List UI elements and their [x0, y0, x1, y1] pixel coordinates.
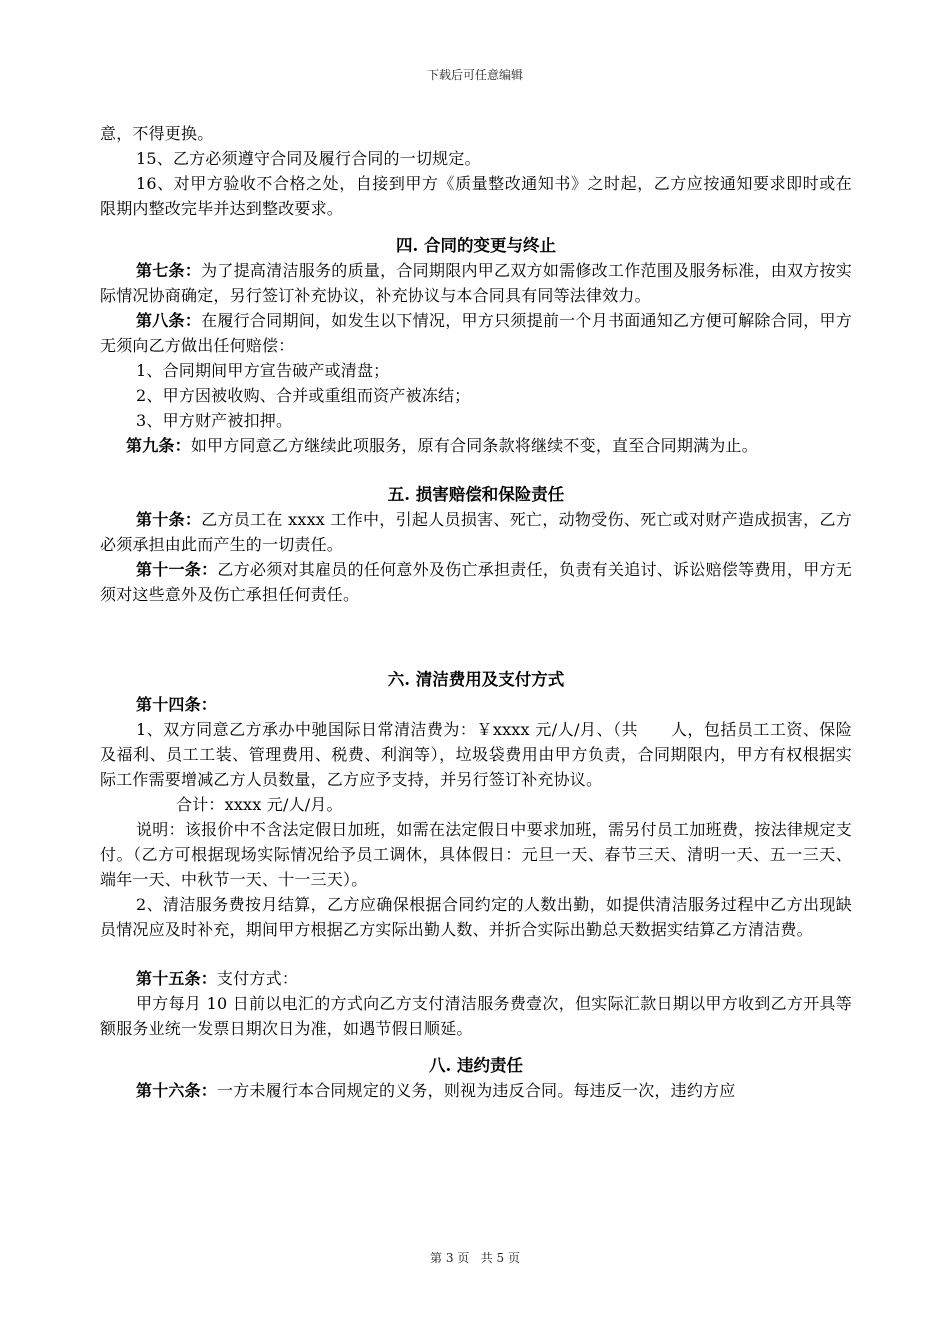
article-text: 乙方必须对其雇员的任何意外及伤亡承担责任，负责有关追讨、诉讼赔偿等费用，甲方无须对这些意外及伤亡承担任何责任。: [100, 560, 852, 604]
article-9: [100, 433, 852, 458]
article-label: 第十条：: [136, 510, 202, 529]
article-label: 第十四条：: [136, 695, 218, 714]
paragraph: 意，不得更换。: [100, 124, 214, 143]
article-text: 如甲方同意乙方继续此项服务，原有合同条款将继续不变，直至合同期满为止。: [190, 436, 758, 455]
article-16: [100, 1078, 852, 1103]
article-11: [100, 557, 852, 607]
list-item: 3、甲方财产被扣押。: [136, 411, 293, 430]
article-14-item-2: 2、清洁服务费按月结算，乙方应确保根据合同约定的人数出勤，如提供清洁服务过程中乙方出现缺员情况应及时补充，期间甲方根据乙方实际出勤人数、并折合实际出勤总天数据实结算乙方清洁费。: [100, 895, 852, 939]
article-label: 第八条：: [136, 311, 202, 330]
page-header: 下载后可任意编辑: [426, 68, 523, 82]
document-body: [100, 121, 852, 1103]
article-text: 为了提高清洁服务的质量，合同期限内甲乙双方如需修改工作范围及服务标准，由双方按实际情况协商确定，另行签订补充协议，补充协议与本合同具有同等法律效力。: [100, 261, 852, 305]
article-label: 第十五条：: [136, 969, 218, 988]
article-8: [100, 308, 852, 358]
page-number: 第 3 页: [430, 1251, 470, 1265]
section-heading-6: 六. 清洁费用及支付方式: [387, 670, 565, 689]
list-item: 2、甲方因被收购、合并或重组而资产被冻结；: [136, 386, 471, 405]
clause-15: 15、乙方必须遵守合同及履行合同的一切规定。: [136, 149, 481, 168]
section-heading-4: 四. 合同的变更与终止: [396, 236, 556, 255]
article-7: [100, 258, 852, 308]
clause-16: 16、对甲方验收不合格之处，自接到甲方《质量整改通知书》之时起，乙方应按通知要求即时或在限期内整改完毕并达到整改要求。: [100, 174, 852, 218]
article-text: 支付方式：: [217, 969, 299, 988]
article-14-note: 说明：该报价中不含法定假日加班，如需在法定假日中要求加班，需另付员工加班费，按法律规定支付。（乙方可根据现场实际情况给予员工调休，具体假日：元旦一天、春节三天、清明一天、五一三天、端年一天、中秋节一天、十一三天）。: [100, 820, 852, 889]
article-label: 第十六条：: [136, 1081, 218, 1100]
section-heading-5: 五. 损害赔偿和保险责任: [387, 485, 565, 504]
article-15-body: 甲方每月 10 日前以电汇的方式向乙方支付清洁服务费壹次，但实际汇款日期以甲方收到乙方开具等额服务业统一发票日期次日为准，如遇节假日顺延。: [100, 994, 852, 1038]
article-text: 在履行合同期间，如发生以下情况，甲方只须提前一个月书面通知乙方便可解除合同，甲方无须向乙方做出任何赔偿：: [100, 311, 852, 355]
list-item: 1、合同期间甲方宣告破产或清盘；: [136, 361, 390, 380]
section-heading-8: 八. 违约责任: [429, 1056, 523, 1075]
article-14: [100, 692, 852, 717]
article-14-item-1: 1、双方同意乙方承办中驰国际日常清洁费为：￥xxxx 元/人/月、（共 人，包括员工工资、保险及福利、员工工装、管理费用、税费、利润等），垃圾袋费用由甲方负责，合同期限内，甲方有权根据实际工作需要增减乙方人员数量，乙方应予支持，并另行签订补充协议。: [100, 720, 852, 789]
page-total: 共 5 页: [480, 1251, 520, 1265]
article-label: 第九条：: [126, 436, 191, 455]
article-text: 乙方员工在 xxxx 工作中，引起人员损害、死亡，动物受伤、死亡或对财产造成损害，乙方必须承担由此而产生的一切责任。: [100, 510, 852, 554]
page-footer: [0, 1249, 950, 1266]
article-14-total: 合计：xxxx 元/人/月。: [176, 795, 343, 814]
article-label: 第七条：: [136, 261, 202, 280]
article-text: 一方未履行本合同规定的义务，则视为违反合同。每违反一次，违约方应: [217, 1081, 736, 1100]
article-label: 第十一条：: [136, 560, 218, 579]
article-10: [100, 507, 852, 557]
article-15: [100, 966, 852, 991]
